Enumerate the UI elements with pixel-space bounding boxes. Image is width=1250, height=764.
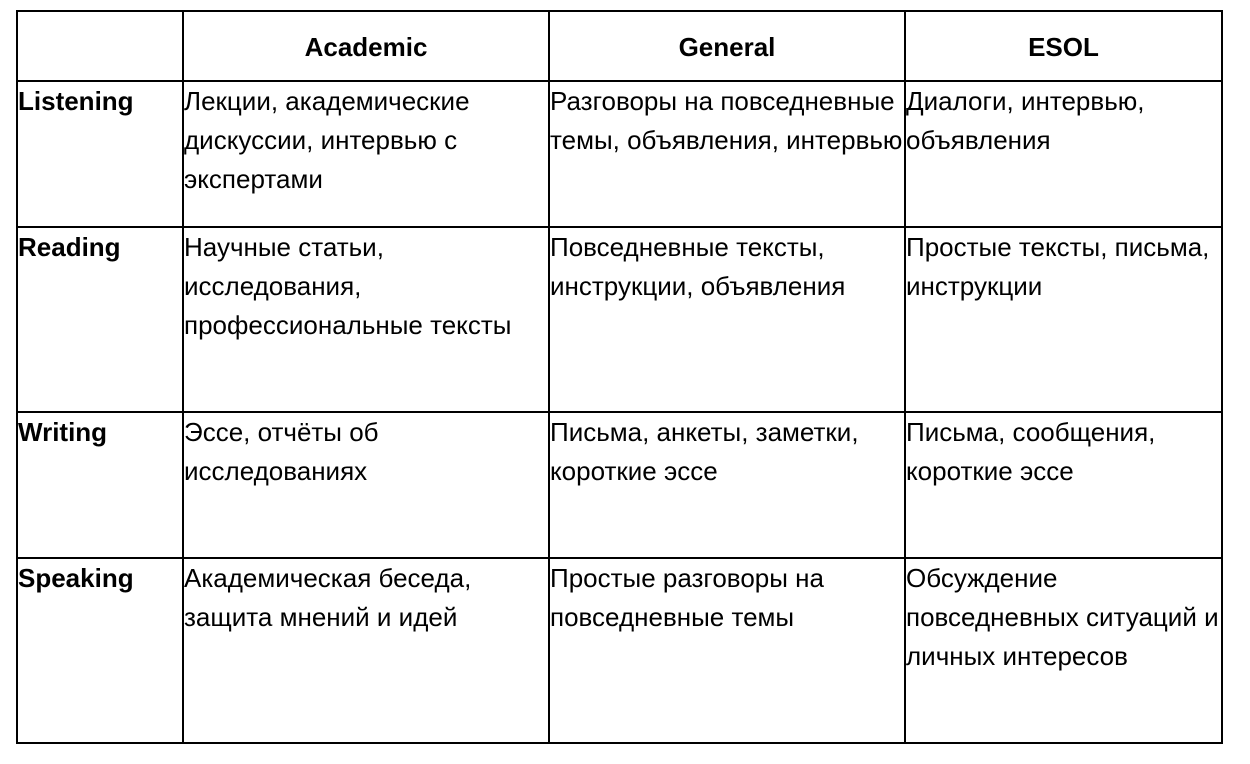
column-header-esol: ESOL [905,11,1222,81]
table-cell: Обсуждение повседневных ситуаций и личных интересов [905,558,1222,743]
table-row [17,558,1222,743]
table-cell: Письма, сообщения, короткие эссе [905,412,1222,558]
table-row [17,412,1222,558]
row-label-listening: Listening [17,81,183,227]
table-cell: Академическая беседа, защита мнений и идей [183,558,549,743]
table-cell: Разговоры на повседневные темы, объявления, интервью [549,81,905,227]
header-row [17,11,1222,81]
row-label-writing: Writing [17,412,183,558]
table-row [17,81,1222,227]
row-label-reading: Reading [17,227,183,412]
column-header-general: General [549,11,905,81]
comparison-table [16,10,1223,744]
corner-cell [17,11,183,81]
table-cell: Диалоги, интервью, объявления [905,81,1222,227]
table-cell: Письма, анкеты, заметки, короткие эссе [549,412,905,558]
table-cell: Повседневные тексты, инструкции, объявления [549,227,905,412]
table-cell: Эссе, отчёты об исследованиях [183,412,549,558]
table-row [17,227,1222,412]
table-cell: Лекции, академические дискуссии, интервью с экспертами [183,81,549,227]
table-cell: Простые разговоры на повседневные темы [549,558,905,743]
column-header-academic: Academic [183,11,549,81]
table-cell: Научные статьи, исследования, профессиональные тексты [183,227,549,412]
table-cell: Простые тексты, письма, инструкции [905,227,1222,412]
row-label-speaking: Speaking [17,558,183,743]
